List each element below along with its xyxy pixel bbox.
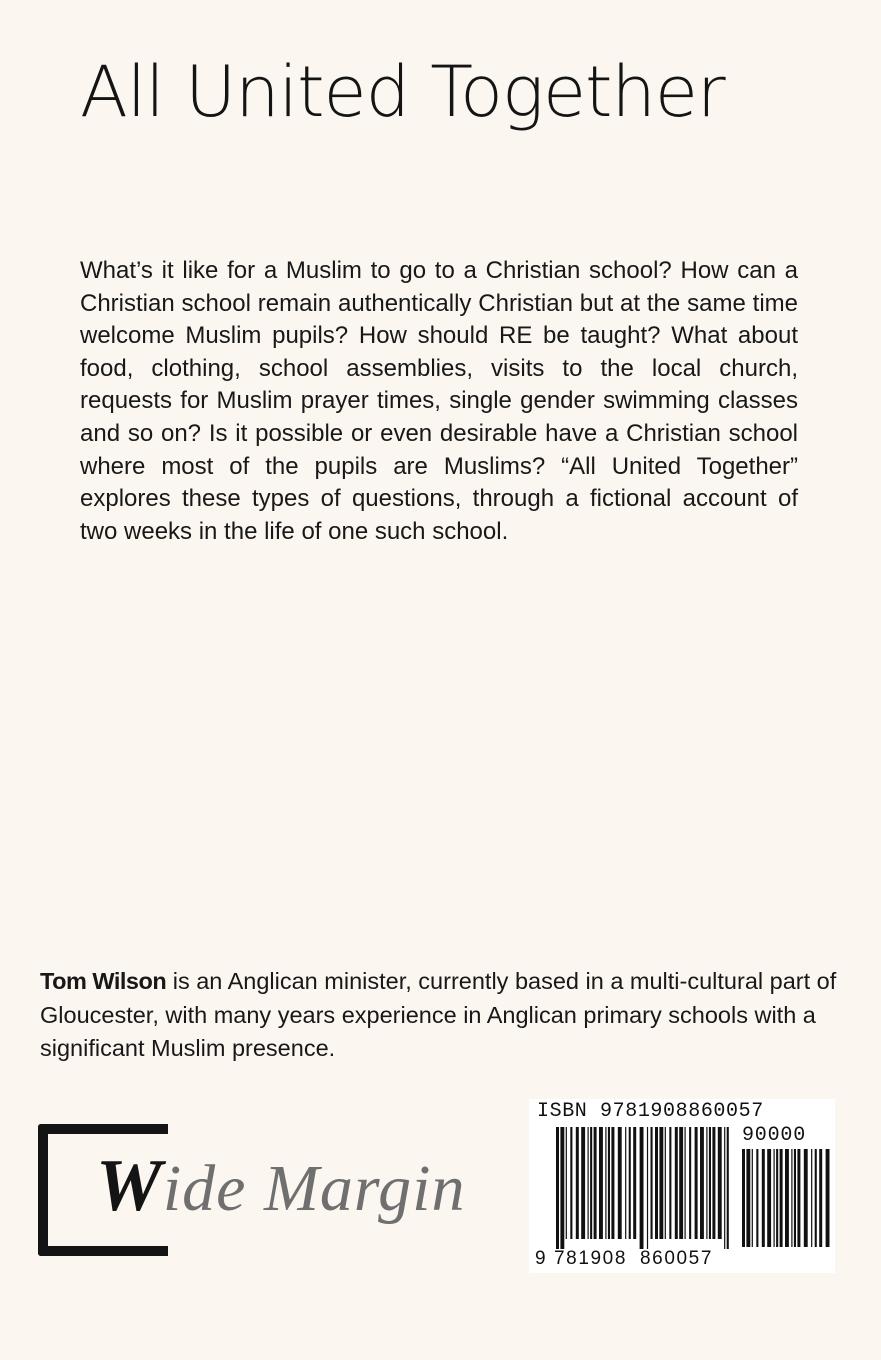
barcode-bar bbox=[685, 1127, 686, 1239]
barcode-bar bbox=[791, 1149, 792, 1247]
barcode-bar bbox=[780, 1149, 783, 1247]
barcode-bar bbox=[742, 1149, 745, 1247]
barcode-bar bbox=[608, 1127, 610, 1239]
barcode-bar bbox=[629, 1127, 631, 1239]
barcode-bar bbox=[727, 1127, 729, 1249]
book-title: All United Together bbox=[80, 51, 725, 133]
barcode-bar bbox=[679, 1127, 683, 1239]
barcode-bar bbox=[625, 1127, 626, 1239]
barcode-bar bbox=[819, 1149, 822, 1247]
barcode-bar bbox=[599, 1127, 603, 1239]
barcode-bar bbox=[611, 1127, 614, 1239]
barcode-bar bbox=[669, 1127, 671, 1239]
barcode-bar bbox=[774, 1149, 775, 1247]
barcode-bar bbox=[762, 1149, 765, 1247]
barcode-bar bbox=[718, 1127, 722, 1239]
barcode-bars bbox=[529, 1099, 835, 1273]
barcode-bar bbox=[570, 1127, 572, 1239]
barcode-bar bbox=[712, 1127, 715, 1239]
barcode-bar bbox=[695, 1127, 698, 1239]
ean-right-group: 860057 bbox=[640, 1248, 714, 1269]
barcode-bar bbox=[794, 1149, 796, 1247]
barcode-bar bbox=[665, 1127, 666, 1239]
barcode-bar bbox=[767, 1149, 771, 1247]
barcode-bar bbox=[826, 1149, 830, 1247]
barcode-bar bbox=[556, 1127, 559, 1249]
barcode-panel bbox=[529, 1099, 835, 1273]
barcode-bar bbox=[640, 1127, 644, 1249]
barcode-bar bbox=[560, 1127, 564, 1249]
price-code: 90000 bbox=[742, 1124, 807, 1147]
barcode-bar bbox=[590, 1127, 592, 1239]
publisher-name bbox=[96, 1146, 466, 1229]
barcode-bar bbox=[588, 1127, 589, 1239]
barcode-bar bbox=[655, 1127, 658, 1239]
barcode-bar bbox=[647, 1127, 648, 1249]
publisher-name-rest: ide Margin bbox=[162, 1152, 466, 1225]
barcode-bar bbox=[651, 1127, 653, 1239]
barcode-bar bbox=[566, 1127, 567, 1239]
barcode-bar bbox=[724, 1127, 725, 1249]
barcode-bar bbox=[752, 1149, 753, 1247]
barcode-bar bbox=[706, 1127, 707, 1239]
barcode-bar bbox=[659, 1127, 663, 1239]
ean-first-digit: 9 bbox=[535, 1248, 546, 1269]
barcode-bar bbox=[675, 1127, 678, 1239]
barcode-bar bbox=[594, 1127, 597, 1239]
author-bio bbox=[40, 965, 838, 1066]
barcode-bar bbox=[811, 1149, 812, 1247]
barcode-bar bbox=[785, 1149, 789, 1247]
publisher-initial: W bbox=[96, 1145, 163, 1227]
barcode-bar bbox=[689, 1127, 691, 1239]
barcode-bar bbox=[618, 1127, 622, 1239]
barcode-bar bbox=[804, 1149, 808, 1247]
isbn-label: ISBN 9781908860057 bbox=[537, 1100, 764, 1123]
barcode-bar bbox=[746, 1149, 750, 1247]
barcode-bar bbox=[709, 1127, 711, 1239]
barcode-bar bbox=[756, 1149, 758, 1247]
barcode-bar bbox=[815, 1149, 817, 1247]
barcode-bar bbox=[605, 1127, 606, 1239]
barcode-bar bbox=[797, 1149, 800, 1247]
publisher-logo bbox=[38, 1124, 478, 1252]
author-name: Tom Wilson bbox=[40, 968, 167, 994]
barcode-bar bbox=[581, 1127, 585, 1239]
barcode-bar bbox=[633, 1127, 636, 1239]
ean-left-group: 781908 bbox=[554, 1248, 628, 1269]
barcode-bar bbox=[776, 1149, 778, 1247]
barcode-bar bbox=[700, 1127, 704, 1239]
author-bio-text: is an Anglican minister, currently based in a multi-cultural part of Gloucester, with many years experience in Anglican primary schools with a significant Muslim presence. bbox=[40, 968, 837, 1061]
back-cover-blurb: What’s it like for a Muslim to go to a Christian school? How can a Christian school remain authentically Christian but at the same time welcome Muslim pupils? How should RE be taught? What about food, clothing, school assemblies, visits to the local church, requests for Muslim prayer times, single gender swimming classes and so on? Is it possible or even desirable have a Christian school where most of the pupils are Muslims? “All United Together” explores these types of questions, through a fictional account of two weeks in the life of one such school. bbox=[80, 257, 798, 545]
barcode-bar bbox=[576, 1127, 579, 1239]
